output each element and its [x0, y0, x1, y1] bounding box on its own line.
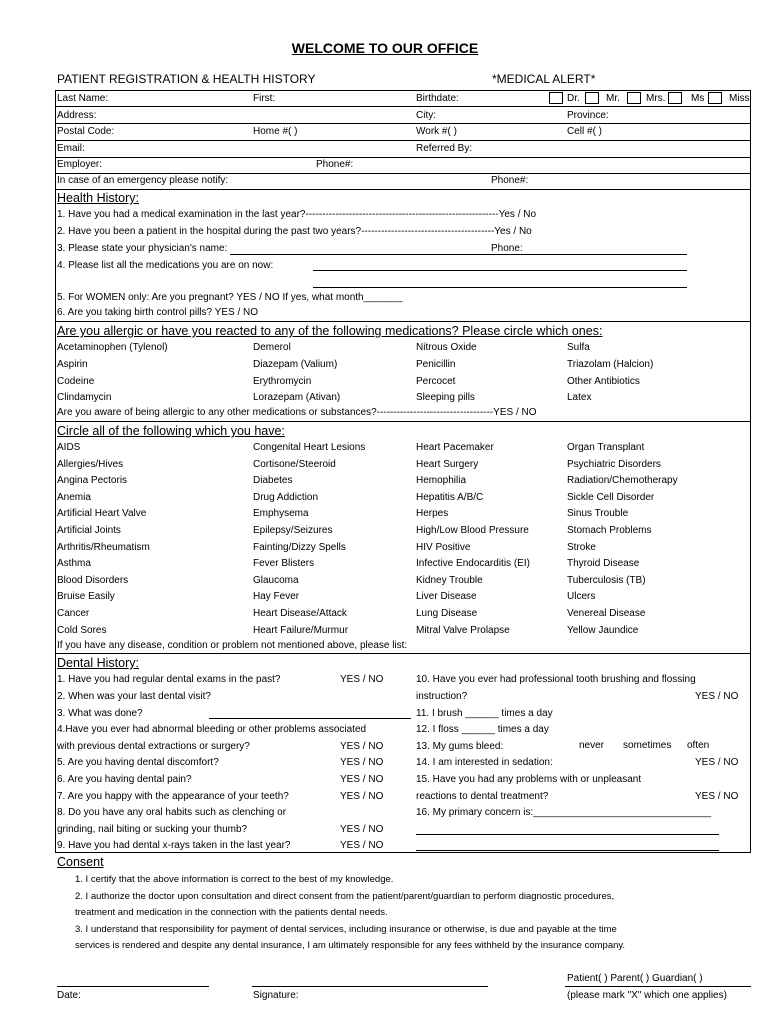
- physician-name-line[interactable]: [230, 254, 687, 255]
- condition-item[interactable]: Bruise Easily: [57, 591, 115, 603]
- gums-never[interactable]: never: [579, 740, 605, 751]
- condition-item[interactable]: Sickle Cell Disorder: [567, 491, 655, 503]
- dental-answer-yes-no[interactable]: YES / NO: [695, 691, 739, 702]
- physician-phone-label: Phone:: [491, 243, 523, 254]
- condition-item[interactable]: Glaucoma: [253, 574, 299, 586]
- condition-item[interactable]: Artificial Heart Valve: [57, 508, 147, 520]
- title-ms-label: Ms: [691, 93, 705, 104]
- dental-answer-yes-no[interactable]: YES / NO: [340, 741, 384, 752]
- condition-item[interactable]: Hay Fever: [253, 591, 300, 603]
- allergy-item[interactable]: Aspirin: [57, 359, 88, 370]
- condition-item[interactable]: Arthritis/Rheumatism: [57, 541, 150, 553]
- dental-question-left: 6. Are you having dental pain?: [57, 774, 192, 785]
- condition-item[interactable]: Drug Addiction: [253, 491, 319, 503]
- allergy-item[interactable]: Demerol: [253, 342, 291, 353]
- dental-question-left: 5. Are you having dental discomfort?: [57, 757, 219, 768]
- condition-item[interactable]: Yellow Jaundice: [567, 624, 639, 636]
- checkbox-ms[interactable]: [668, 92, 682, 104]
- allergy-item[interactable]: Sulfa: [567, 342, 590, 353]
- condition-item[interactable]: Angina Pectoris: [57, 475, 128, 487]
- dental-answer-yes-no[interactable]: YES / NO: [695, 757, 739, 768]
- condition-item[interactable]: Lung Disease: [416, 608, 478, 619]
- form-frame: [55, 90, 751, 853]
- allergy-item[interactable]: Triazolam (Halcion): [567, 359, 654, 370]
- checkbox-mr[interactable]: [585, 92, 599, 104]
- dental-answer-yes-no[interactable]: YES / NO: [340, 774, 384, 785]
- health-q6: 6. Are you taking birth control pills? YES / NO: [57, 307, 259, 318]
- last-name-label: Last Name:: [57, 93, 109, 104]
- condition-item[interactable]: High/Low Blood Pressure: [416, 525, 529, 536]
- relationship-options[interactable]: Patient( ) Parent( ) Guardian( ): [567, 973, 703, 984]
- condition-item[interactable]: Thyroid Disease: [567, 558, 640, 570]
- other-allergies-question: Are you aware of being allergic to any other medications or substances?-----------------------------------YES / NO: [57, 407, 537, 418]
- allergies-heading: Are you allergic or have you reacted to any of the following medications? Please circle which ones:: [57, 324, 603, 338]
- condition-item[interactable]: Fainting/Dizzy Spells: [253, 541, 346, 553]
- province-label: Province:: [567, 110, 609, 121]
- condition-item[interactable]: Blood Disorders: [57, 574, 129, 586]
- condition-item[interactable]: Organ Transplant: [567, 442, 645, 453]
- medications-line-1[interactable]: [313, 270, 687, 271]
- condition-item[interactable]: Kidney Trouble: [416, 574, 483, 586]
- signature-label: Signature:: [253, 990, 299, 1001]
- primary-concern-line-2[interactable]: [416, 834, 719, 835]
- emergency-phone-label: Phone#:: [491, 175, 529, 186]
- consent-heading: Consent: [57, 855, 104, 869]
- allergy-item[interactable]: Percocet: [416, 376, 456, 387]
- health-q1: 1. Have you had a medical examination in the last year?----------------------------------------------------------Yes / No: [57, 209, 537, 220]
- home-phone-label: Home #( ): [253, 126, 298, 137]
- dental-question-right: instruction?: [416, 691, 468, 702]
- health-q5: 5. For WOMEN only: Are you pregnant? YES / NO If yes, what month_______: [57, 292, 403, 303]
- referred-by-label: Referred By:: [416, 143, 473, 154]
- condition-item[interactable]: Mitral Valve Prolapse: [416, 624, 510, 636]
- checkbox-miss[interactable]: [708, 92, 722, 104]
- condition-item[interactable]: Heart Pacemaker: [416, 442, 494, 453]
- consent-line: services is rendered and despite any dental insurance, I am ultimately responsible for any fees withheld by the insurance company.: [75, 940, 626, 951]
- dental-answer-yes-no[interactable]: YES / NO: [340, 824, 384, 835]
- condition-item[interactable]: Radiation/Chemotherapy: [567, 475, 678, 487]
- dental-question-left: 3. What was done?: [57, 708, 143, 719]
- condition-item[interactable]: Diabetes: [253, 475, 293, 487]
- emergency-contact-label: In case of an emergency please notify:: [57, 175, 229, 186]
- allergy-item[interactable]: Acetaminophen (Tylenol): [57, 342, 168, 353]
- allergy-item[interactable]: Sleeping pills: [416, 392, 475, 403]
- allergy-item[interactable]: Diazepam (Valium): [253, 359, 338, 370]
- conditions-heading: Circle all of the following which you have:: [57, 424, 285, 438]
- condition-item[interactable]: Cortisone/Steeroid: [253, 458, 336, 470]
- primary-concern-line-3[interactable]: [416, 850, 719, 851]
- condition-item[interactable]: Psychiatric Disorders: [567, 458, 661, 470]
- dental-question-left: 7. Are you happy with the appearance of your teeth?: [57, 791, 289, 802]
- condition-item[interactable]: Hemophilia: [416, 475, 467, 487]
- condition-item[interactable]: Heart Failure/Murmur: [253, 624, 349, 636]
- dental-question-left: 4.Have you ever had abnormal bleeding or other problems associated: [57, 724, 367, 735]
- date-label: Date:: [57, 990, 81, 1001]
- dental-answer-yes-no[interactable]: YES / NO: [340, 791, 384, 802]
- dental-answer-yes-no[interactable]: YES / NO: [340, 840, 384, 851]
- checkbox-mrs[interactable]: [627, 92, 641, 104]
- dental-history-heading: Dental History:: [57, 656, 139, 670]
- cell-phone-label: Cell #( ): [567, 126, 603, 137]
- allergy-item[interactable]: Latex: [567, 392, 592, 403]
- condition-item[interactable]: Heart Surgery: [416, 458, 479, 470]
- dental-question-left: 8. Do you have any oral habits such as clenching or: [57, 807, 287, 818]
- allergy-item[interactable]: Other Antibiotics: [567, 376, 640, 387]
- consent-line: 2. I authorize the doctor upon consultation and direct consent from the patient/parent/guardian to perform diagnostic procedures,: [75, 891, 615, 902]
- title-mrs-label: Mrs.: [646, 93, 666, 104]
- consent-line: 3. I understand that responsibility for payment of dental services, including insurance or otherwise, is due and payable at the time: [75, 924, 617, 935]
- condition-item[interactable]: Hepatitis A/B/C: [416, 491, 484, 503]
- allergy-item[interactable]: Nitrous Oxide: [416, 342, 477, 353]
- email-label: Email:: [57, 143, 85, 154]
- work-phone-label: Work #( ): [416, 126, 457, 137]
- condition-item[interactable]: Tuberculosis (TB): [567, 574, 646, 586]
- condition-item[interactable]: Herpes: [416, 508, 449, 520]
- dental-answer-yes-no[interactable]: YES / NO: [340, 757, 384, 768]
- birthdate-label: Birthdate:: [416, 93, 459, 104]
- dental-question-right: 12. I floss ______ times a day: [416, 724, 549, 735]
- dental-question-left: 9. Have you had dental x-rays taken in the last year?: [57, 840, 291, 851]
- allergy-item[interactable]: Codeine: [57, 376, 95, 387]
- condition-item[interactable]: Artificial Joints: [57, 525, 121, 536]
- dental-question-right: 16. My primary concern is:________________________________: [416, 807, 712, 818]
- city-label: City:: [416, 110, 436, 121]
- dental-question-right: 13. My gums bleed:: [416, 741, 504, 752]
- medical-alert-label: *MEDICAL ALERT*: [492, 72, 596, 86]
- condition-item[interactable]: Emphysema: [253, 508, 309, 520]
- title-dr-label: Dr.: [567, 93, 580, 104]
- employer-label: Employer:: [57, 159, 103, 170]
- health-q2: 2. Have you been a patient in the hospital during the past two years?----------------------------------------Yes / No: [57, 226, 532, 237]
- gums-often[interactable]: often: [687, 740, 710, 751]
- allergy-item[interactable]: Clindamycin: [57, 392, 112, 403]
- checkbox-dr[interactable]: [549, 92, 563, 104]
- condition-item[interactable]: Venereal Disease: [567, 608, 646, 619]
- allergy-item[interactable]: Erythromycin: [253, 376, 312, 387]
- condition-item[interactable]: Stomach Problems: [567, 525, 652, 536]
- employer-phone-label: Phone#:: [316, 159, 354, 170]
- condition-item[interactable]: HIV Positive: [416, 541, 471, 553]
- condition-item[interactable]: Heart Disease/Attack: [253, 608, 347, 619]
- dental-question-left: grinding, nail biting or sucking your thumb?: [57, 824, 248, 835]
- medications-line-2[interactable]: [313, 287, 687, 288]
- date-line[interactable]: [57, 986, 209, 987]
- dental-answer-yes-no[interactable]: YES / NO: [340, 674, 384, 685]
- condition-item[interactable]: Sinus Trouble: [567, 508, 629, 520]
- title-mr-label: Mr.: [606, 93, 620, 104]
- title-miss-label: Miss: [729, 93, 750, 104]
- form-subtitle: PATIENT REGISTRATION & HEALTH HISTORY: [57, 72, 316, 86]
- condition-item[interactable]: Epilepsy/Seizures: [253, 525, 333, 536]
- signature-line[interactable]: [252, 986, 488, 987]
- allergy-item[interactable]: Penicillin: [416, 359, 456, 370]
- first-name-label: First:: [253, 93, 276, 104]
- condition-item[interactable]: Cold Sores: [57, 624, 107, 636]
- condition-item[interactable]: Congenital Heart Lesions: [253, 442, 366, 453]
- condition-item[interactable]: Fever Blisters: [253, 558, 315, 570]
- dental-question-right: reactions to dental treatment?: [416, 791, 549, 802]
- consent-line: treatment and medication in the connection with the patients dental needs.: [75, 907, 388, 918]
- condition-item[interactable]: Stroke: [567, 541, 596, 553]
- condition-item[interactable]: Asthma: [57, 558, 91, 570]
- condition-item[interactable]: Anemia: [57, 491, 91, 503]
- dental-question-left: with previous dental extractions or surgery?: [57, 741, 250, 752]
- dental-question-left: 2. When was your last dental visit?: [57, 691, 211, 702]
- consent-line: 1. I certify that the above information is correct to the best of my knowledge.: [75, 874, 394, 885]
- allergy-item[interactable]: Lorazepam (Ativan): [253, 392, 341, 403]
- relationship-note: (please mark "X" which one applies): [567, 990, 727, 1001]
- condition-item[interactable]: Cancer: [57, 608, 90, 619]
- condition-item[interactable]: Ulcers: [567, 591, 596, 603]
- health-q3: 3. Please state your physician's name:: [57, 243, 228, 254]
- dental-question-right: 11. I brush ______ times a day: [416, 708, 553, 719]
- health-history-heading: Health History:: [57, 191, 139, 205]
- dental-answer-yes-no[interactable]: YES / NO: [695, 791, 739, 802]
- other-conditions-question: If you have any disease, condition or problem not mentioned above, please list:: [57, 640, 408, 651]
- condition-item[interactable]: Liver Disease: [416, 591, 477, 603]
- form-title: WELCOME TO OUR OFFICE: [291, 40, 479, 56]
- dental-question-right: 14. I am interested in sedation:: [416, 757, 553, 768]
- condition-item[interactable]: Allergies/Hives: [57, 458, 124, 470]
- dental-question-right: 15. Have you had any problems with or unpleasant: [416, 774, 642, 785]
- dental-question-left: 1. Have you had regular dental exams in the past?: [57, 674, 281, 685]
- condition-item[interactable]: Infective Endocarditis (EI): [416, 558, 530, 570]
- dental-question-right: 10. Have you ever had professional tooth brushing and flossing: [416, 674, 696, 685]
- condition-item[interactable]: AIDS: [57, 442, 81, 453]
- gums-sometimes[interactable]: sometimes: [623, 740, 672, 751]
- address-label: Address:: [57, 110, 97, 121]
- postal-code-label: Postal Code:: [57, 126, 115, 137]
- dental-work-done-line[interactable]: [209, 718, 411, 719]
- health-q4: 4. Please list all the medications you are on now:: [57, 260, 274, 271]
